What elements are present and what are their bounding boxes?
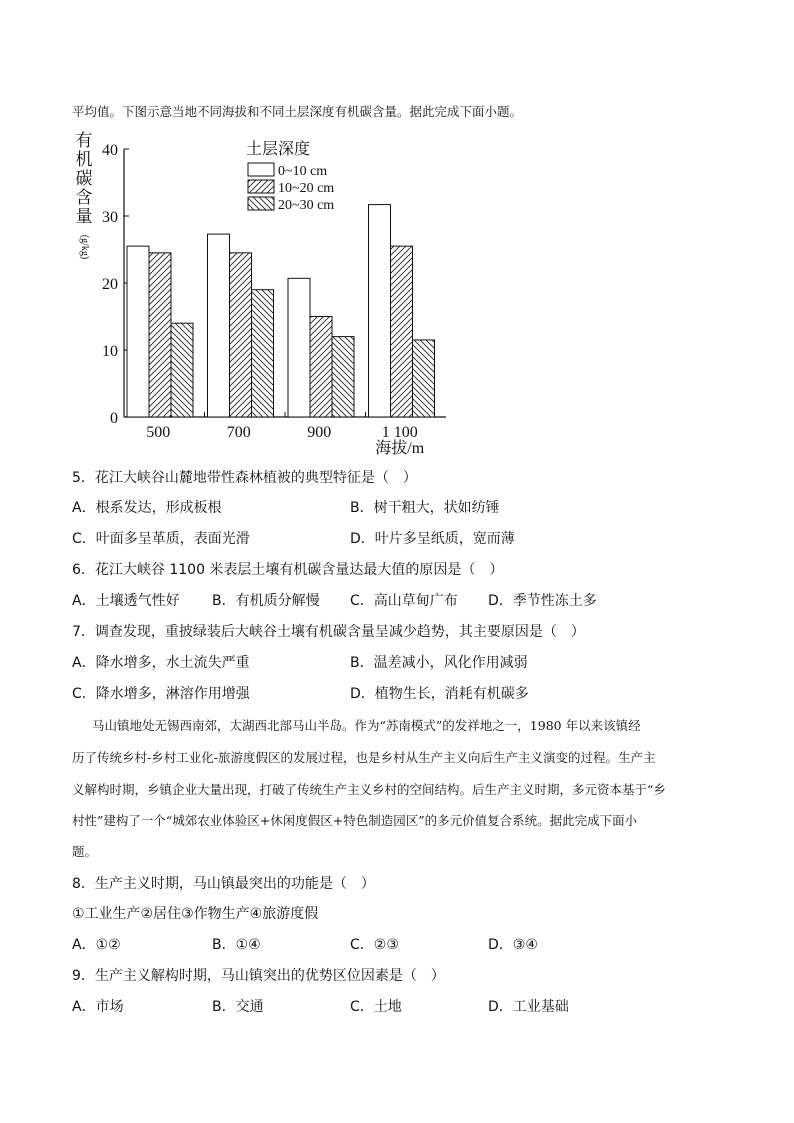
chart-bars: [127, 205, 435, 417]
question-9-stem: 9．生产主义解构时期，马山镇突出的优势区位因素是（ ）: [72, 968, 445, 984]
question-5-option-d[interactable]: D．叶片多呈纸质，宽而薄: [350, 531, 515, 547]
question-7-option-b[interactable]: B．温差减小，风化作用减弱: [350, 655, 528, 671]
y-axis-label-char: 量: [75, 207, 93, 226]
passage-line-5: 题。: [72, 844, 98, 859]
bar-500-series-1: [127, 246, 149, 417]
question-8-option-d[interactable]: D．③④: [488, 937, 538, 953]
question-5-option-c[interactable]: C．叶面多呈革质，表面光滑: [72, 531, 250, 547]
question-9-option-c[interactable]: C．土地: [350, 999, 402, 1015]
x-axis-label: 海拔/m: [375, 440, 425, 457]
x-tick-label: 900: [307, 424, 332, 441]
question-5-stem: 5．花江大峡谷山麓地带性森林植被的典型特征是（ ）: [72, 470, 417, 486]
question-6-option-b[interactable]: B．有机质分解慢: [212, 593, 320, 609]
intro-text: 平均值。下图示意当地不同海拔和不同土层深度有机碳含量。据此完成下面小题。: [72, 104, 523, 119]
legend-swatch-1: [248, 163, 274, 176]
organic-carbon-bar-chart: [60, 130, 460, 460]
bar-700-series-3: [252, 290, 274, 417]
question-6-option-c[interactable]: C．高山草甸广布: [350, 593, 458, 609]
question-6-option-a[interactable]: A．土壤透气性好: [72, 593, 180, 609]
bar-900-series-1: [288, 278, 310, 417]
y-axis-label-char: 有: [75, 131, 93, 150]
y-axis-label-char: 碳: [75, 169, 93, 188]
x-tick-label: 500: [146, 424, 171, 441]
question-6-stem: 6．花江大峡谷 1100 米表层土壤有机碳含量达最大值的原因是（ ）: [72, 562, 504, 578]
bar-500-series-3: [171, 323, 193, 417]
question-8-choices: ①工业生产②居住③作物生产④旅游度假: [72, 906, 319, 922]
legend-swatch-2: [248, 180, 274, 193]
bar-900-series-3: [332, 337, 354, 417]
y-tick-label: 0: [110, 410, 118, 427]
legend-label-1: 0~10 cm: [278, 164, 328, 179]
passage-line-3: 义解构时期，乡镇企业大量出现，打破了传统生产主义乡村的空间结构。后生产主义时期，多元资本基于“乡: [72, 782, 666, 797]
question-7-option-c[interactable]: C．降水增多，淋溶作用增强: [72, 686, 250, 702]
bar-1100-series-1: [369, 205, 391, 417]
legend-label-3: 20~30 cm: [278, 198, 335, 213]
question-9-option-a[interactable]: A．市场: [72, 999, 124, 1015]
passage-line-4: 村性”建构了一个“城郊农业体验区+休闲度假区+特色制造园区”的多元价值复合系统。据此完成下面小: [72, 813, 638, 828]
y-tick-label: 30: [102, 209, 118, 226]
bar-700-series-1: [208, 234, 230, 417]
question-9-option-b[interactable]: B．交通: [212, 999, 264, 1015]
y-axis-label: [76, 131, 93, 259]
question-7-option-d[interactable]: D．植物生长，消耗有机碳多: [350, 686, 529, 702]
y-tick-label: 20: [102, 276, 118, 293]
bar-500-series-2: [149, 253, 171, 417]
passage-line-2: 历了传统乡村-乡村工业化-旅游度假区的发展过程，也是乡村从生产主义向后生产主义演变的过程。生产主: [72, 750, 656, 765]
bar-700-series-2: [230, 253, 252, 417]
legend-swatch-3: [248, 197, 274, 210]
question-5-option-b[interactable]: B．树干粗大，状如纺锤: [350, 500, 500, 516]
bar-900-series-2: [310, 317, 332, 418]
question-5-option-a[interactable]: A．根系发达，形成板根: [72, 500, 222, 516]
question-8-stem: 8．生产主义时期，马山镇最突出的功能是（ ）: [72, 876, 375, 892]
bar-1100-series-3: [413, 340, 435, 417]
question-8-option-b[interactable]: B．①④: [212, 937, 261, 953]
chart-legend: [246, 140, 334, 213]
question-8-option-a[interactable]: A．①②: [72, 937, 121, 953]
passage-line-1: 马山镇地处无锡西南郊，太湖西北部马山半岛。作为“苏南模式”的发祥地之一，1980 年以来该镇经: [92, 718, 641, 733]
y-tick-label: 10: [102, 343, 118, 360]
question-9-option-d[interactable]: D．工业基础: [488, 999, 569, 1015]
question-8-option-c[interactable]: C．②③: [350, 937, 399, 953]
y-tick-label: 40: [102, 142, 118, 159]
x-tick-label: 1 100: [381, 424, 418, 441]
bar-1100-series-2: [391, 246, 413, 417]
legend-label-2: 10~20 cm: [278, 181, 335, 196]
question-7-option-a[interactable]: A．降水增多，水土流失严重: [72, 655, 250, 671]
x-tick-label: 700: [226, 424, 251, 441]
y-axis-label-char: 含: [75, 188, 93, 207]
question-7-stem: 7．调查发现，重披绿装后大峡谷土壤有机碳含量呈减少趋势，其主要原因是（ ）: [72, 624, 585, 640]
question-6-option-d[interactable]: D．季节性冻土多: [488, 593, 597, 609]
legend-title: 土层深度: [246, 141, 311, 158]
y-axis-unit: (g/kg): [79, 234, 90, 260]
y-axis-label-char: 机: [75, 150, 93, 169]
